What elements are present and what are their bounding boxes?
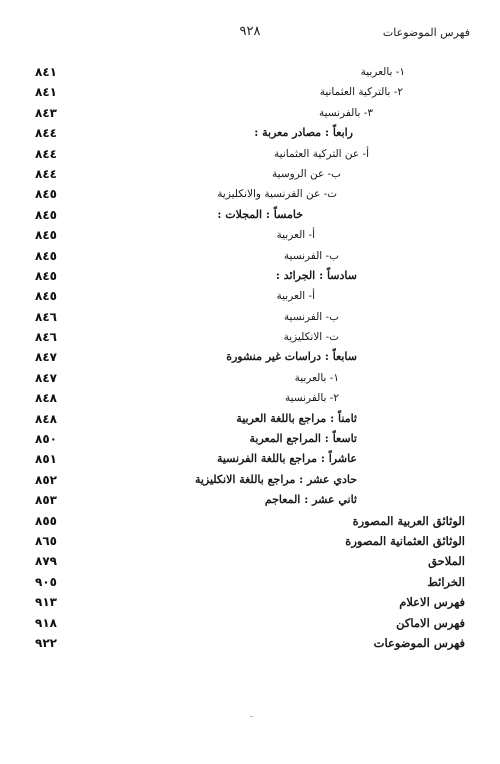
toc-entry-label: أ- العربية	[276, 290, 315, 303]
toc-entry	[35, 103, 465, 123]
toc-section	[35, 266, 465, 286]
toc-entry-page: ٨٤٥	[35, 228, 57, 243]
toc-entry-page: ٩١٨	[35, 615, 57, 630]
toc-entry-page: ٨٤٧	[35, 370, 57, 385]
toc-entry-page: ٩٢٢	[35, 635, 57, 650]
toc-entry-label: ٣- بالفرنسية	[318, 106, 373, 119]
toc-entry-page: ٨٤٥	[35, 289, 57, 304]
toc-section-label: سابعاً : دراسات غير منشورة	[226, 350, 357, 364]
toc-section-label: تاسعاً : المراجع المعربة	[249, 432, 357, 446]
toc-entry	[35, 368, 465, 388]
toc-entry-page: ٨٤٦	[35, 309, 57, 324]
toc-entry-page: ٨٥٢	[35, 472, 57, 487]
toc-entry-label: ١- بالعربية	[294, 371, 339, 384]
toc-entry-page: ٨٤٥	[35, 248, 57, 263]
toc-chapter	[35, 531, 465, 551]
toc-entry-label: ت- الانكليزية	[283, 331, 339, 344]
toc-chapter-label: الوثائق العربية المصورة	[352, 513, 465, 528]
toc-chapter-label: فهرس الاعلام	[399, 595, 465, 610]
toc-entry-page: ٨٤٥	[35, 187, 57, 202]
toc-entry	[35, 327, 465, 347]
toc-entry	[35, 164, 465, 184]
toc-entry-page: ٨٤٦	[35, 330, 57, 345]
toc-chapter-label: الملاحق	[428, 554, 465, 569]
toc-entry-label: ١- بالعربية	[360, 66, 405, 78]
toc-entry-page: ٨٥٣	[35, 493, 57, 508]
toc-section-label: ثامناً : مراجع باللغة العربية	[236, 411, 357, 425]
toc-entry-page: ٨٤١	[35, 65, 57, 79]
toc-chapter	[35, 572, 465, 592]
running-title: فهرس الموضوعات	[382, 26, 470, 39]
toc-section-label: ثاني عشر : المعاجم	[264, 493, 357, 507]
toc-chapter	[35, 592, 465, 612]
toc-entry	[35, 246, 465, 266]
toc-entry-page: ٨٤٨	[35, 411, 57, 426]
toc-entry	[35, 307, 465, 327]
toc-entry-page: ٨٥٥	[35, 513, 57, 528]
toc-entry	[35, 82, 465, 102]
toc-entry-label: أ- العربية	[276, 229, 315, 242]
toc-entry-label: أ- عن التركية العثمانية	[274, 147, 369, 160]
toc-chapter-label: فهرس الاماكن	[396, 615, 465, 630]
toc-chapter-label: فهرس الموضوعات	[373, 635, 465, 650]
toc-section	[35, 409, 465, 429]
toc-entry-page: ٨٥١	[35, 452, 57, 467]
toc-entry-page: ٨٤٧	[35, 350, 57, 365]
toc-entry-page: ٨٤٥	[35, 207, 57, 222]
toc-entry-page: ٨٤٤	[35, 166, 57, 181]
toc-entry	[35, 388, 465, 408]
toc-section	[35, 205, 465, 225]
toc-chapter	[35, 633, 465, 653]
toc-entry	[35, 286, 465, 306]
toc-entry-page: ٨٤٤	[35, 146, 57, 161]
toc-entry-page: ٩٠٥	[35, 574, 57, 589]
toc-section	[35, 429, 465, 449]
toc-section	[35, 470, 465, 490]
toc-entry-label: ٢- بالفرنسية	[284, 392, 339, 405]
toc-entry-page: ٨٤٣	[35, 105, 57, 120]
toc-entry-page: ٨٤٨	[35, 391, 57, 406]
toc-entry-page: ٩١٣	[35, 595, 57, 610]
page-header	[30, 26, 470, 46]
toc-entry-page: ٨٧٩	[35, 554, 57, 569]
toc-entry-label: ب- عن الروسية	[272, 167, 341, 180]
toc-entry-label: ت- عن الفرنسية والانكليزية	[217, 188, 337, 201]
toc-section-label: حادي عشر : مراجع باللغة الانكليزية	[194, 472, 357, 486]
toc-entry-page: ٨٤٤	[35, 126, 57, 141]
toc-entry	[35, 225, 465, 245]
toc-entry-label: ب- الفرنسية	[283, 249, 339, 262]
toc-section-label: رابعاً : مصادر معربة :	[254, 126, 353, 140]
toc-section-label: عاشراً : مراجع باللغة الفرنسية	[216, 452, 357, 466]
toc-section	[35, 347, 465, 367]
toc-chapter	[35, 551, 465, 571]
table-of-contents	[35, 62, 465, 653]
toc-entry	[35, 184, 465, 204]
toc-chapter-label: الوثائق العثمانية المصورة	[345, 533, 465, 548]
toc-section	[35, 490, 465, 510]
toc-chapter	[35, 613, 465, 633]
toc-section-label: سادساً : الجرائد :	[275, 268, 357, 282]
toc-entry	[35, 144, 465, 164]
toc-entry	[35, 62, 465, 82]
page-number: ٩٢٨	[239, 24, 261, 39]
toc-section	[35, 123, 465, 143]
toc-section-label: خامساً : المجلات :	[217, 207, 303, 221]
toc-entry-page: ٨٥٠	[35, 432, 57, 447]
toc-entry-label: ٢- بالتركية العثمانية	[319, 86, 403, 99]
toc-entry-page: ٨٤١	[35, 85, 57, 100]
toc-entry-page: ٨٤٥	[35, 268, 57, 283]
toc-chapter	[35, 511, 465, 531]
toc-entry-label: ب- الفرنسية	[283, 310, 339, 323]
toc-entry-page: ٨٦٥	[35, 533, 57, 548]
toc-section	[35, 449, 465, 469]
toc-chapter-label: الخرائط	[427, 574, 465, 589]
page-mark	[250, 716, 253, 717]
